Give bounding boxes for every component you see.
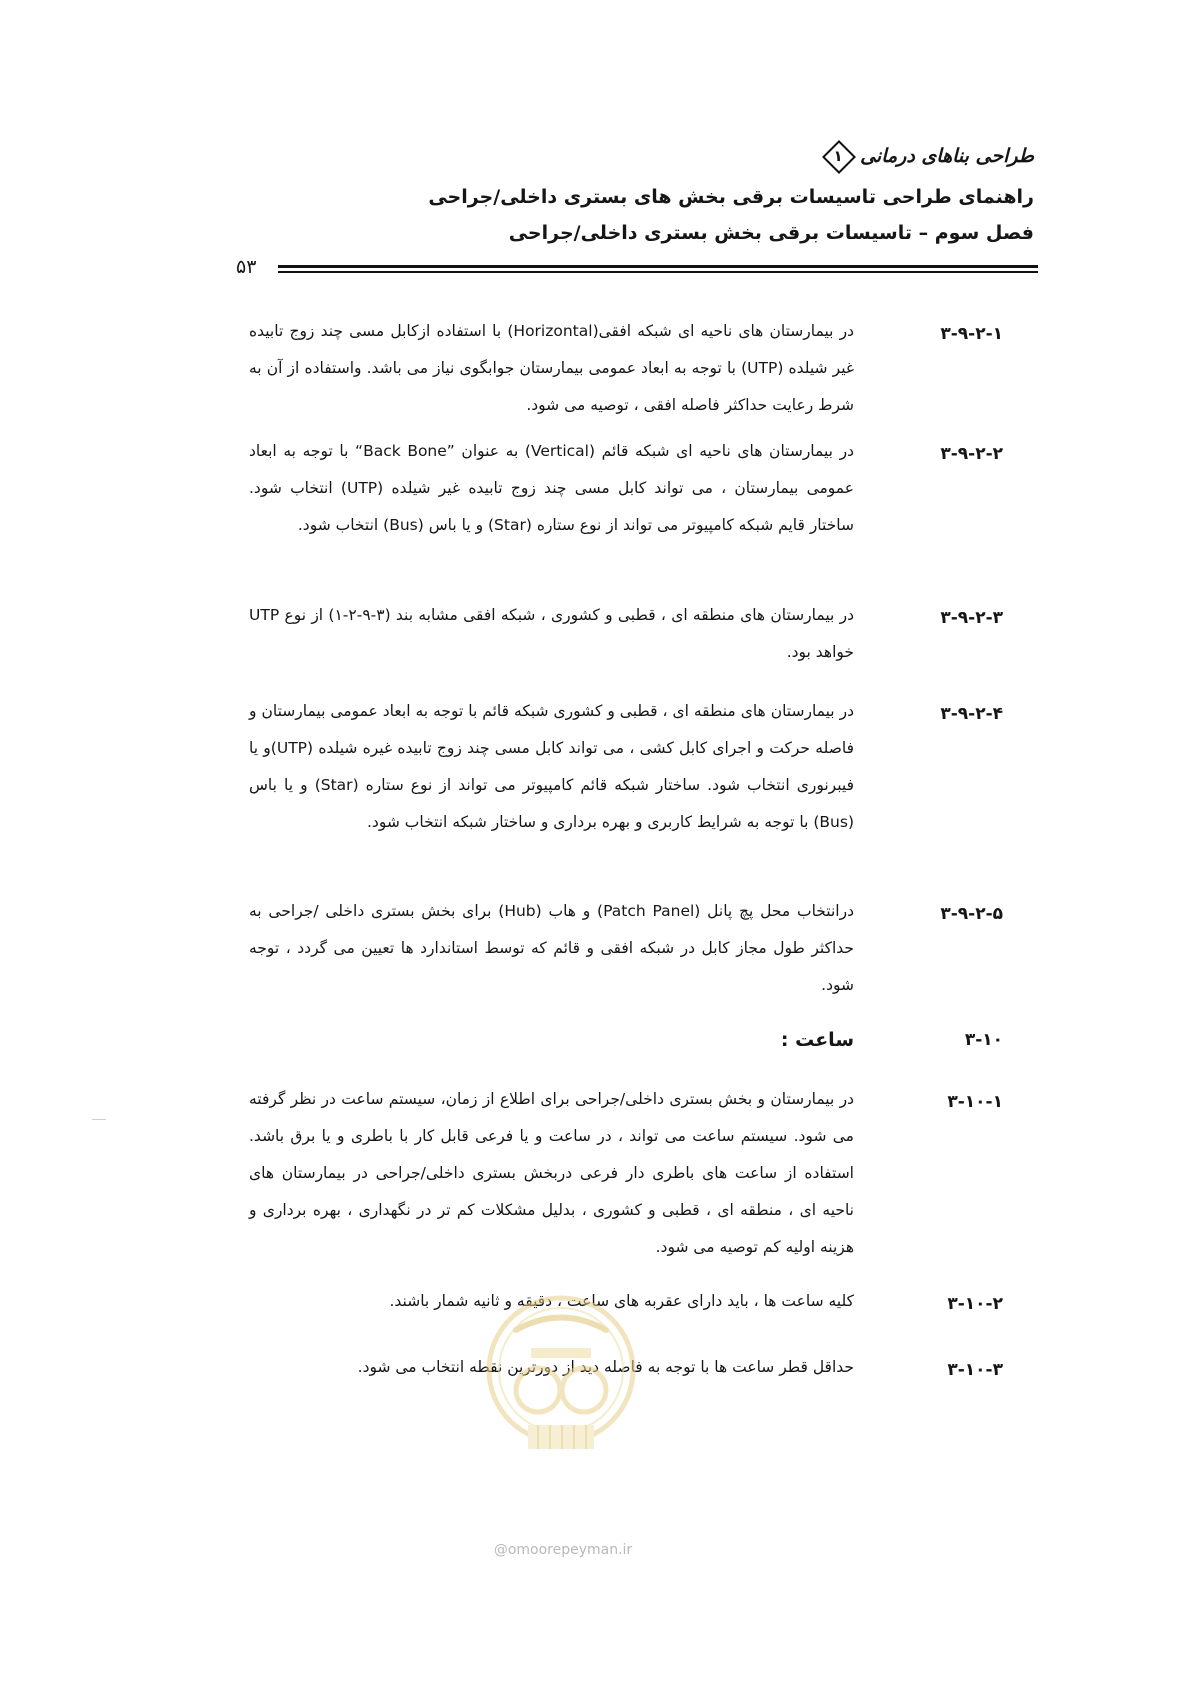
section-number: ۳-۹-۲-۵ [940, 904, 1003, 924]
section-text: حداقل قطر ساعت ها با توجه به فاصله دید از دورترین نقطه انتخاب می شود. [357, 1358, 854, 1376]
watermark-logo [476, 1290, 646, 1470]
section-number: ۳-۹-۲-۲ [940, 444, 1003, 464]
section-text: درانتخاب محل پچ پانل (Patch Panel) و هاب (Hub) برای بخش بستری داخلی /جراحی به حداکثر طول مجاز کابل در شبکه افقی و قائم که توسط استاندارد ها تعیین می گردد ، توجه شود. [249, 902, 854, 994]
margin-mark [92, 1119, 106, 1120]
series-title: طراحی بناهای درمانی [860, 145, 1034, 167]
section-text: کلیه ساعت ها ، باید دارای عقربه های ساعت ، دقیقه و ثانیه شمار باشند. [389, 1292, 854, 1310]
series-header [822, 140, 1034, 172]
guide-title: راهنمای طراحی تاسیسات برقی بخش های بستری داخلی/جراحی [428, 186, 1034, 208]
section-text: در بیمارستان های منطقه ای ، قطبی و کشوری شبکه قائم با توجه به ابعاد عمومی بیمارستان و فاصله حرکت و اجرای کابل کشی ، می تواند کابل مسی چند زوج تابیده غیره شیلده (UTP)و یا فیبرنوری انتخاب شود. ساختار شبکه قائم کامپیوتر می تواند از نوع ستاره (Star) و یا باس (Bus) با توجه به شرایط کاربری و بهره برداری و ساختار شبکه انتخاب شود. [249, 702, 854, 831]
section-number: ۳-۱۰-۲ [947, 1294, 1003, 1314]
series-number: ۱ [833, 147, 843, 165]
section-heading: ساعت : [780, 1029, 854, 1051]
header-rule-thin [278, 271, 1038, 273]
section-number: ۳-۱۰ [964, 1030, 1003, 1050]
series-number-badge [822, 140, 854, 172]
section-text: در بیمارستان های ناحیه ای شبکه قائم (Vertical) به عنوان ”Back Bone“ با توجه به ابعاد عمومی بیمارستان ، می تواند کابل مسی چند زوج تابیده غیر شیلده (UTP) انتخاب شود. ساختار قایم شبکه کامپیوتر می تواند از نوع ستاره (Star) و یا باس (Bus) انتخاب شود. [249, 442, 855, 534]
section-text: در بیمارستان و بخش بستری داخلی/جراحی برای اطلاع از زمان، سیستم ساعت در نظر گرفته می شود. سیستم ساعت می تواند ، در ساعت و یا فرعی قابل کار با باطری و یا برق باشد. استفاده از ساعت های باطری دار فرعی دربخش بستری داخلی/جراحی در بیمارستان های ناحیه ای ، منطقه ای ، قطبی و کشوری ، بدلیل مشکلات کم تر در نگهداری ، بهره برداری و هزینه اولیه کم توصیه می شود. [249, 1090, 854, 1256]
page-number: ۵۳ [236, 256, 257, 278]
section-number: ۳-۹-۲-۳ [940, 608, 1003, 628]
section-text: در بیمارستان های ناحیه ای شبکه افقی(Horizontal) با استفاده ازکابل مسی چند زوج تابیده غیر شیلده (UTP) با توجه به ابعاد عمومی بیمارستان جوابگوی نیاز می باشد. واستفاده از آن به شرط رعایت حداکثر فاصله افقی ، توصیه می شود. [249, 322, 854, 414]
chapter-title: فصل سوم – تاسیسات برقی بخش بستری داخلی/جراحی [508, 222, 1034, 244]
section-number: ۳-۱۰-۱ [947, 1092, 1003, 1112]
section-text: در بیمارستان های منطقه ای ، قطبی و کشوری ، شبکه افقی مشابه بند (۳-۹-۲-۱) از نوع UTP خواهد بود. [249, 606, 854, 661]
watermark-site: @omoorepeyman.ir [493, 1542, 633, 1558]
section-number: ۳-۹-۲-۴ [940, 704, 1003, 724]
header-rule [278, 265, 1038, 268]
section-number: ۳-۹-۲-۱ [940, 324, 1003, 344]
section-number: ۳-۱۰-۳ [947, 1360, 1003, 1380]
